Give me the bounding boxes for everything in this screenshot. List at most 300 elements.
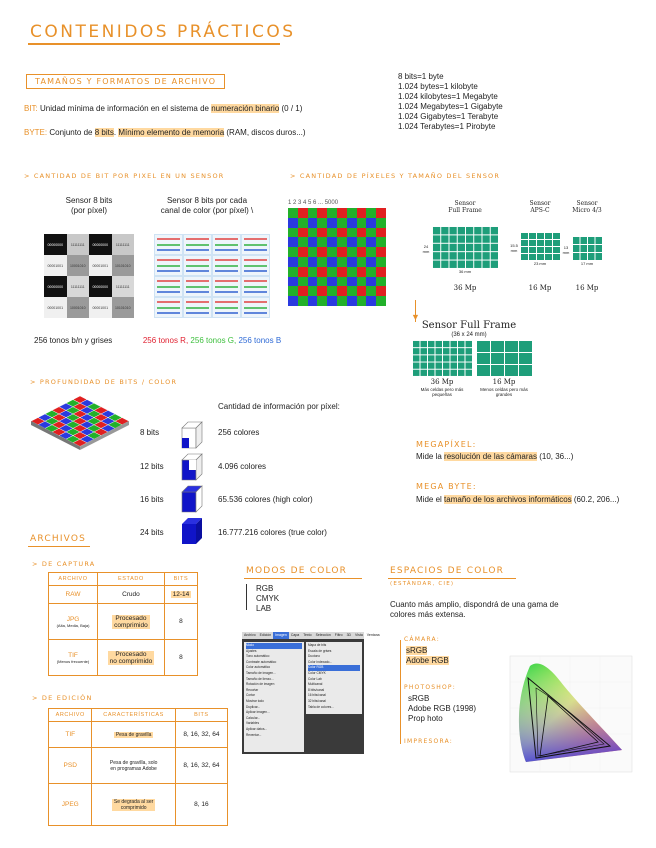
megapixel-text-hl: resolución de las cámaras xyxy=(444,452,537,461)
mode-submenu-item[interactable]: Tabla de colores... xyxy=(308,704,334,709)
rgb-channel-line xyxy=(157,312,180,314)
bw-sensor-cell: 00000000 xyxy=(44,276,67,297)
bit-label: BIT: xyxy=(24,104,38,113)
rgb-channel-line xyxy=(157,270,180,272)
bit-depth-mosaic xyxy=(28,392,132,450)
depth-colors: 4.096 colores xyxy=(218,462,267,471)
bayer-cell xyxy=(327,237,337,247)
bayer-cell xyxy=(327,228,337,238)
megabyte-text-hl: tamaño de los archivos informáticos xyxy=(444,495,572,504)
image-menu-item[interactable]: Calcular... xyxy=(246,715,261,720)
photoshop-list xyxy=(408,694,476,724)
ff-b-note: Menos celdas pero más grandes xyxy=(480,387,528,397)
image-menu-item[interactable]: Contraste automático xyxy=(246,659,277,664)
table-row xyxy=(49,586,198,604)
bayer-cell xyxy=(298,277,308,287)
rgb-channel-line xyxy=(215,312,238,314)
bayer-cell xyxy=(347,267,357,277)
byte-text-hl2: Mínimo elemento de memoria xyxy=(118,128,225,137)
bw-sensor-cell: 00001001 xyxy=(89,255,112,276)
photoshop-menu-screenshot xyxy=(242,632,380,754)
rgb-channel-line xyxy=(215,301,238,303)
bayer-cell xyxy=(337,277,347,287)
megapixel-text-a: Mide la xyxy=(416,452,442,461)
bayer-cell xyxy=(327,267,337,277)
bayer-cell xyxy=(357,237,367,247)
bayer-cell xyxy=(317,257,327,267)
captura-header: ESTADO xyxy=(98,573,165,586)
bayer-cell xyxy=(308,237,318,247)
bit-text-hl: numeración binario xyxy=(211,104,280,113)
image-menu-item[interactable]: Cortar xyxy=(246,693,255,698)
rgb-channel-line xyxy=(157,280,180,282)
sensor-sizes xyxy=(420,200,640,300)
captura-title: > DE CAPTURA xyxy=(32,560,96,568)
bw-sensor-cell: 00001001 xyxy=(44,297,67,318)
bayer-cell xyxy=(337,208,347,218)
bayer-cell xyxy=(376,218,386,228)
rgb-sensor-cell xyxy=(184,235,211,254)
table-row xyxy=(49,722,228,748)
modos-underline xyxy=(244,578,362,579)
mode-submenu-item[interactable]: Color RGB xyxy=(308,665,360,671)
archivos-title: ARCHIVOS xyxy=(30,534,87,544)
modo-item: CMYK xyxy=(256,594,280,603)
sensor-name: Sensor Full Frame xyxy=(448,200,482,214)
image-menu-item[interactable]: Color automático xyxy=(246,665,271,670)
bayer-cell xyxy=(298,247,308,257)
bayer-cell xyxy=(337,267,347,277)
rgb-foot-b: 256 tonos B xyxy=(238,336,282,345)
bayer-cell xyxy=(298,218,308,228)
bayer-cell xyxy=(288,267,298,277)
menu-bar-item[interactable]: Edición xyxy=(259,633,272,637)
image-menu-item[interactable]: Duplicar... xyxy=(246,704,261,709)
rgb-channel-line xyxy=(244,244,267,246)
rgb-sensor-cell xyxy=(213,235,240,254)
bayer-cell xyxy=(366,257,376,267)
ff-sub: (36 x 24 mm) xyxy=(451,332,487,338)
modos-title: MODOS DE COLOR xyxy=(246,566,348,576)
rgb-channel-line xyxy=(244,265,267,267)
image-menu-item[interactable]: Aplicar datos... xyxy=(246,726,268,731)
mode-submenu-item[interactable]: Color indexado... xyxy=(308,659,333,664)
rgb-channel-line xyxy=(244,238,267,240)
modos-list xyxy=(256,584,279,614)
bayer-cell xyxy=(327,286,337,296)
menu-bar-item[interactable]: Selección xyxy=(315,633,331,637)
rgb-channel-line xyxy=(244,307,267,309)
megapixel-text xyxy=(416,452,636,461)
bayer-cell xyxy=(337,286,347,296)
captura-bits: 12-14 xyxy=(172,591,190,598)
menu-bar-item[interactable]: Filtro xyxy=(334,633,343,637)
rgb-sensor-cell xyxy=(184,298,211,317)
rgb-channel-line xyxy=(244,312,267,314)
bayer-cell xyxy=(288,237,298,247)
bayer-cell xyxy=(317,218,327,228)
rgb-channel-line xyxy=(244,270,267,272)
espacios-title: ESPACIOS DE COLOR xyxy=(390,566,505,576)
bayer-cell xyxy=(347,247,357,257)
sensor-name: Sensor Micro 4/3 xyxy=(572,200,602,214)
modo-item: RGB xyxy=(256,584,274,593)
camara-item: Adobe RGB xyxy=(406,656,449,665)
edicion-bits: 8, 16, 32, 64 xyxy=(175,748,227,784)
bayer-cell xyxy=(347,208,357,218)
rgb-channel-line xyxy=(215,286,238,288)
camara-item: sRGB xyxy=(406,646,428,655)
depth-bits: 12 bits xyxy=(140,462,164,471)
espacios-subtitle: (ESTÁNDAR, CIE) xyxy=(390,581,455,587)
bayer-cell xyxy=(357,277,367,287)
bayer-cell xyxy=(376,257,386,267)
bayer-cell xyxy=(317,237,327,247)
rgb-channel-line xyxy=(244,301,267,303)
depth-colors: 256 colores xyxy=(218,428,260,437)
rgb-channel-line xyxy=(215,238,238,240)
bayer-cell xyxy=(357,218,367,228)
bayer-cell xyxy=(327,257,337,267)
bit-definition xyxy=(24,104,384,113)
bayer-cell xyxy=(366,267,376,277)
bayer-cell xyxy=(308,228,318,238)
bit-text-a: Unidad mínima de información en el sistema de xyxy=(40,104,209,113)
mode-submenu-item[interactable]: 32 bits/canal xyxy=(308,698,326,703)
rgb-channel-line xyxy=(244,280,267,282)
menu-bar-item[interactable]: Ventana xyxy=(366,633,380,637)
rgb-channel-line xyxy=(215,307,238,309)
mode-submenu xyxy=(306,642,362,714)
ff-a-mp: 36 Mp xyxy=(430,378,454,386)
title-underline xyxy=(28,43,280,45)
bayer-cell xyxy=(317,286,327,296)
mode-submenu-item[interactable]: Color CMYK xyxy=(308,670,326,675)
bayer-cell xyxy=(317,247,327,257)
bayer-cell xyxy=(357,286,367,296)
rgb-channel-line xyxy=(157,238,180,240)
bayer-cell xyxy=(308,296,318,306)
edicion-header: ARCHIVO xyxy=(49,709,92,722)
rgb-channel-line xyxy=(215,249,238,251)
edicion-desc: Pesa de gravilla, solo en programas Adobe xyxy=(92,748,175,784)
image-menu-item[interactable]: Tamaño de lienzo... xyxy=(246,676,274,681)
bayer-cell xyxy=(366,218,376,228)
bayer-cell xyxy=(317,277,327,287)
bw-sensor-cell: 00000000 xyxy=(89,234,112,255)
rgb-channel-line xyxy=(186,291,209,293)
rgb-channel-line xyxy=(244,286,267,288)
sensor-name: Sensor APS-C xyxy=(529,200,551,214)
sensor-box xyxy=(432,226,498,268)
megapixel-label: MEGAPÍXEL: xyxy=(416,440,477,449)
rgb-channel-line xyxy=(244,259,267,261)
bw-sensor-cell: 00000000 xyxy=(89,276,112,297)
image-menu-item[interactable]: Variables xyxy=(246,721,260,726)
edicion-header: BITS xyxy=(175,709,227,722)
ff-a-note: Más celdas pero más pequeñas xyxy=(420,387,464,397)
rgb-channel-line xyxy=(157,259,180,261)
table-row xyxy=(49,784,228,826)
bayer-cell xyxy=(298,286,308,296)
megabyte-text-a: Mide el xyxy=(416,495,442,504)
image-menu-item[interactable]: Mostrar todo xyxy=(246,698,264,703)
profundidad-caption: Cantidad de información por píxel: xyxy=(218,402,340,411)
bayer-cell xyxy=(357,228,367,238)
bayer-cell xyxy=(288,257,298,267)
byte-text-a: Conjunto de xyxy=(49,128,93,137)
rgb-sensor-cell xyxy=(155,277,182,296)
bayer-cell xyxy=(298,228,308,238)
megabyte-label: MEGA BYTE: xyxy=(416,482,477,491)
captura-file: RAW xyxy=(49,586,98,604)
bayer-cell xyxy=(327,296,337,306)
bayer-cell xyxy=(308,257,318,267)
mode-submenu-item[interactable]: Multicanal xyxy=(308,682,323,687)
rgb-channel-line xyxy=(215,244,238,246)
bayer-cell xyxy=(366,237,376,247)
bayer-cell xyxy=(317,228,327,238)
rgb-channel-line xyxy=(157,301,180,303)
megabyte-text xyxy=(416,494,636,506)
edicion-desc: Se degrada al ser comprimido xyxy=(113,798,154,811)
image-menu-item[interactable]: Modo xyxy=(246,643,302,649)
rgb-channel-line xyxy=(186,286,209,288)
ff-b-mp: 16 Mp xyxy=(492,378,516,386)
bayer-cell xyxy=(376,208,386,218)
bayer-cell xyxy=(317,267,327,277)
mode-submenu-item[interactable]: Escala de grises xyxy=(308,648,332,653)
edicion-desc: Pesa de gravilla xyxy=(115,732,152,738)
photoshop-item: sRGB xyxy=(408,694,430,703)
rgb-channel-line xyxy=(157,249,180,251)
bayer-cell xyxy=(288,228,298,238)
captura-bits: 8 xyxy=(164,604,197,640)
bayer-cell xyxy=(347,286,357,296)
bayer-cell xyxy=(337,257,347,267)
table-row xyxy=(49,604,198,640)
depth-colors: 65.536 colores (high color) xyxy=(218,495,313,504)
captura-bits: 8 xyxy=(164,640,197,676)
rgb-foot-g: 256 tonos G, xyxy=(190,336,237,345)
rgb-channel-line xyxy=(186,249,209,251)
image-menu-item[interactable]: Tono automático xyxy=(246,654,270,659)
bayer-cell xyxy=(366,228,376,238)
rgb-channel-line xyxy=(215,280,238,282)
captura-table xyxy=(48,572,198,676)
bayer-cell xyxy=(357,267,367,277)
rgb-channel-line xyxy=(215,259,238,261)
rgb-channel-line xyxy=(186,265,209,267)
captura-file: JPG xyxy=(66,615,80,623)
bw-sensor-cell: 11111111 xyxy=(67,234,90,255)
sensor-box xyxy=(572,236,602,260)
bayer-cell xyxy=(288,247,298,257)
rgb-channel-line xyxy=(157,244,180,246)
image-menu-item[interactable]: Aplicar imagen... xyxy=(246,710,270,715)
edicion-file: JPEG xyxy=(49,784,92,826)
image-menu-item[interactable]: Reventar... xyxy=(246,732,262,737)
grid-axis: 1 2 3 4 5 6 ... 5000 xyxy=(288,200,339,206)
rgb-sensor-cell xyxy=(155,256,182,275)
image-menu-item[interactable]: Tamaño de imagen... xyxy=(246,670,276,675)
bayer-cell xyxy=(357,296,367,306)
menu-bar-item[interactable]: Imagen xyxy=(275,633,287,637)
bayer-cell xyxy=(308,267,318,277)
bayer-cell xyxy=(298,237,308,247)
bayer-cell xyxy=(298,257,308,267)
rgb-channel-line xyxy=(186,259,209,261)
bayer-cell xyxy=(376,228,386,238)
page-title: CONTENIDOS PRÁCTICOS xyxy=(30,22,296,42)
sensor-height: 24 mm xyxy=(422,244,430,254)
captura-file-sub: (Alta, Media, Baja) xyxy=(56,622,90,628)
bayer-cell xyxy=(337,247,347,257)
modo-item: LAB xyxy=(256,604,272,613)
bayer-cell xyxy=(327,208,337,218)
bayer-cell xyxy=(366,247,376,257)
mode-submenu-item[interactable]: Mapa de bits xyxy=(308,643,327,647)
rgb-channel-line xyxy=(186,307,209,309)
arrow-down-icon: ▼ xyxy=(411,312,420,322)
bayer-cell xyxy=(376,286,386,296)
captura-header: ARCHIVO xyxy=(49,573,98,586)
byte-label: BYTE: xyxy=(24,128,48,137)
camara-list xyxy=(406,646,449,666)
bayer-cell xyxy=(357,257,367,267)
photoshop-label: PHOTOSHOP: xyxy=(404,684,456,691)
depth-bits: 8 bits xyxy=(140,428,160,437)
ff-title: Sensor Full Frame xyxy=(421,320,517,331)
espacios-underline xyxy=(388,578,516,579)
bw-sensor-cell: 10101010 xyxy=(112,297,135,318)
bayer-cell xyxy=(347,237,357,247)
bayer-cell xyxy=(298,296,308,306)
depth-colors: 16.777.216 colores (true color) xyxy=(218,528,327,537)
conversion-item: 8 bits=1 byte xyxy=(398,72,444,81)
menu-bar-item[interactable]: 3D xyxy=(346,633,352,637)
rgb-sensor-cell xyxy=(184,277,211,296)
bayer-cell xyxy=(347,228,357,238)
image-menu-item[interactable]: Recortar xyxy=(246,687,259,692)
bits-sensor-title: > CANTIDAD DE BIT POR PIXEL EN UN SENSOR xyxy=(24,172,225,180)
bayer-cell xyxy=(288,277,298,287)
rgb-sensor-cell xyxy=(155,235,182,254)
bayer-grid xyxy=(288,208,386,306)
impresora-label: IMPRESORA: xyxy=(404,738,454,745)
byte-text-hl1: 8 bits xyxy=(94,128,114,137)
bayer-cell xyxy=(317,208,327,218)
rgb-sensor-cell xyxy=(242,235,269,254)
conversion-item: 1.024 kilobytes=1 Megabyte xyxy=(398,92,498,101)
bayer-cell xyxy=(366,208,376,218)
rgb-channel-line xyxy=(157,286,180,288)
sensor-mp: 16 Mp xyxy=(575,284,599,292)
sensor8-caption: Sensor 8 bits (por píxel) xyxy=(65,196,113,215)
bayer-cell xyxy=(366,286,376,296)
depth-cubes xyxy=(178,416,214,546)
rgb-channel-line xyxy=(157,265,180,267)
rgb-foot xyxy=(142,336,282,346)
sensor-width: 23 mm xyxy=(533,261,547,266)
archivos-underline xyxy=(28,546,90,547)
sensor-width: 17 mm xyxy=(580,261,594,266)
bayer-cell xyxy=(347,277,357,287)
bayer-cell xyxy=(288,296,298,306)
rgb-channel-line xyxy=(215,270,238,272)
bw-sensor-cell: 10001010 xyxy=(67,255,90,276)
bayer-cell xyxy=(337,237,347,247)
rgb-channel-line xyxy=(186,280,209,282)
captura-file: TIF xyxy=(68,651,78,659)
rgb-sensor-cell xyxy=(242,298,269,317)
byte-definition: BYTE: Conjunto de 8 bits. Mínimo elemento de memoria (RAM, discos duros...) xyxy=(24,128,306,137)
table-row xyxy=(49,748,228,784)
edicion-bits: 8, 16, 32, 64 xyxy=(175,722,227,748)
bayer-cell xyxy=(366,277,376,287)
megabyte-text-b: (60.2, 206...) xyxy=(573,495,620,504)
bayer-cell xyxy=(308,277,318,287)
bw-sensor-cell: 00000000 xyxy=(44,234,67,255)
bayer-cell xyxy=(376,247,386,257)
rgb-sensor-cell xyxy=(213,277,240,296)
rgb-sensor-cell xyxy=(155,298,182,317)
menu-bar-item[interactable]: Texto xyxy=(303,633,312,637)
bw-sensor-cell: 11111111 xyxy=(67,276,90,297)
depth-bits: 16 bits xyxy=(140,495,164,504)
menu-bar-item[interactable]: Archivo xyxy=(244,633,256,637)
pixeles-title: > CANTIDAD DE PÍXELES Y TAMAÑO DEL SENSOR xyxy=(290,172,501,180)
mode-submenu-item[interactable]: Duotono xyxy=(308,654,321,659)
edicion-file: PSD xyxy=(49,748,92,784)
bayer-cell xyxy=(308,286,318,296)
captura-state: Procesado no comprimido xyxy=(109,650,153,665)
conversion-item: 1.024 Gigabytes=1 Terabyte xyxy=(398,112,499,121)
edicion-bits: 8, 16 xyxy=(175,784,227,826)
conversion-item: 1.024 Megabytes=1 Gigabyte xyxy=(398,102,503,111)
sensor8-channel-caption: Sensor 8 bits por cada canal de color (por píxel) \ xyxy=(160,196,254,215)
bayer-cell xyxy=(366,296,376,306)
mode-submenu-item[interactable]: 16 bits/canal xyxy=(308,693,326,698)
bayer-cell xyxy=(327,247,337,257)
sensor-box xyxy=(520,232,560,260)
bayer-cell xyxy=(308,247,318,257)
bayer-cell xyxy=(308,208,318,218)
bit-text-b: (0 / 1) xyxy=(281,104,303,113)
image-menu xyxy=(244,642,304,752)
bayer-cell xyxy=(308,218,318,228)
sensor-height: 13 mm xyxy=(562,245,570,255)
image-menu-item[interactable]: Ajustes xyxy=(246,648,257,653)
rgb-sensor-cell xyxy=(213,256,240,275)
photoshop-item: Prop hoto xyxy=(408,714,443,723)
edicion-file: TIF xyxy=(49,722,92,748)
bayer-cell xyxy=(376,267,386,277)
conversion-item: 1.024 bytes=1 kilobyte xyxy=(398,82,478,91)
image-menu-item[interactable]: Rotación de imagen xyxy=(246,682,275,687)
rgb-channel-line xyxy=(244,291,267,293)
mode-submenu-item[interactable]: 8 bits/canal xyxy=(308,687,325,692)
bayer-cell xyxy=(327,218,337,228)
rgb-sensor-cell xyxy=(242,277,269,296)
bw-sensor-grid xyxy=(44,234,134,318)
menu-bar-item[interactable]: Vista xyxy=(355,633,363,637)
cie-diagram xyxy=(500,652,636,782)
mode-submenu-item[interactable]: Color Lab xyxy=(308,676,322,681)
menu-bar-item[interactable]: Capa xyxy=(290,633,300,637)
sensor-width: 36 mm xyxy=(458,269,472,274)
tamanos-title: TAMAÑOS Y FORMATOS DE ARCHIVO xyxy=(26,74,225,89)
